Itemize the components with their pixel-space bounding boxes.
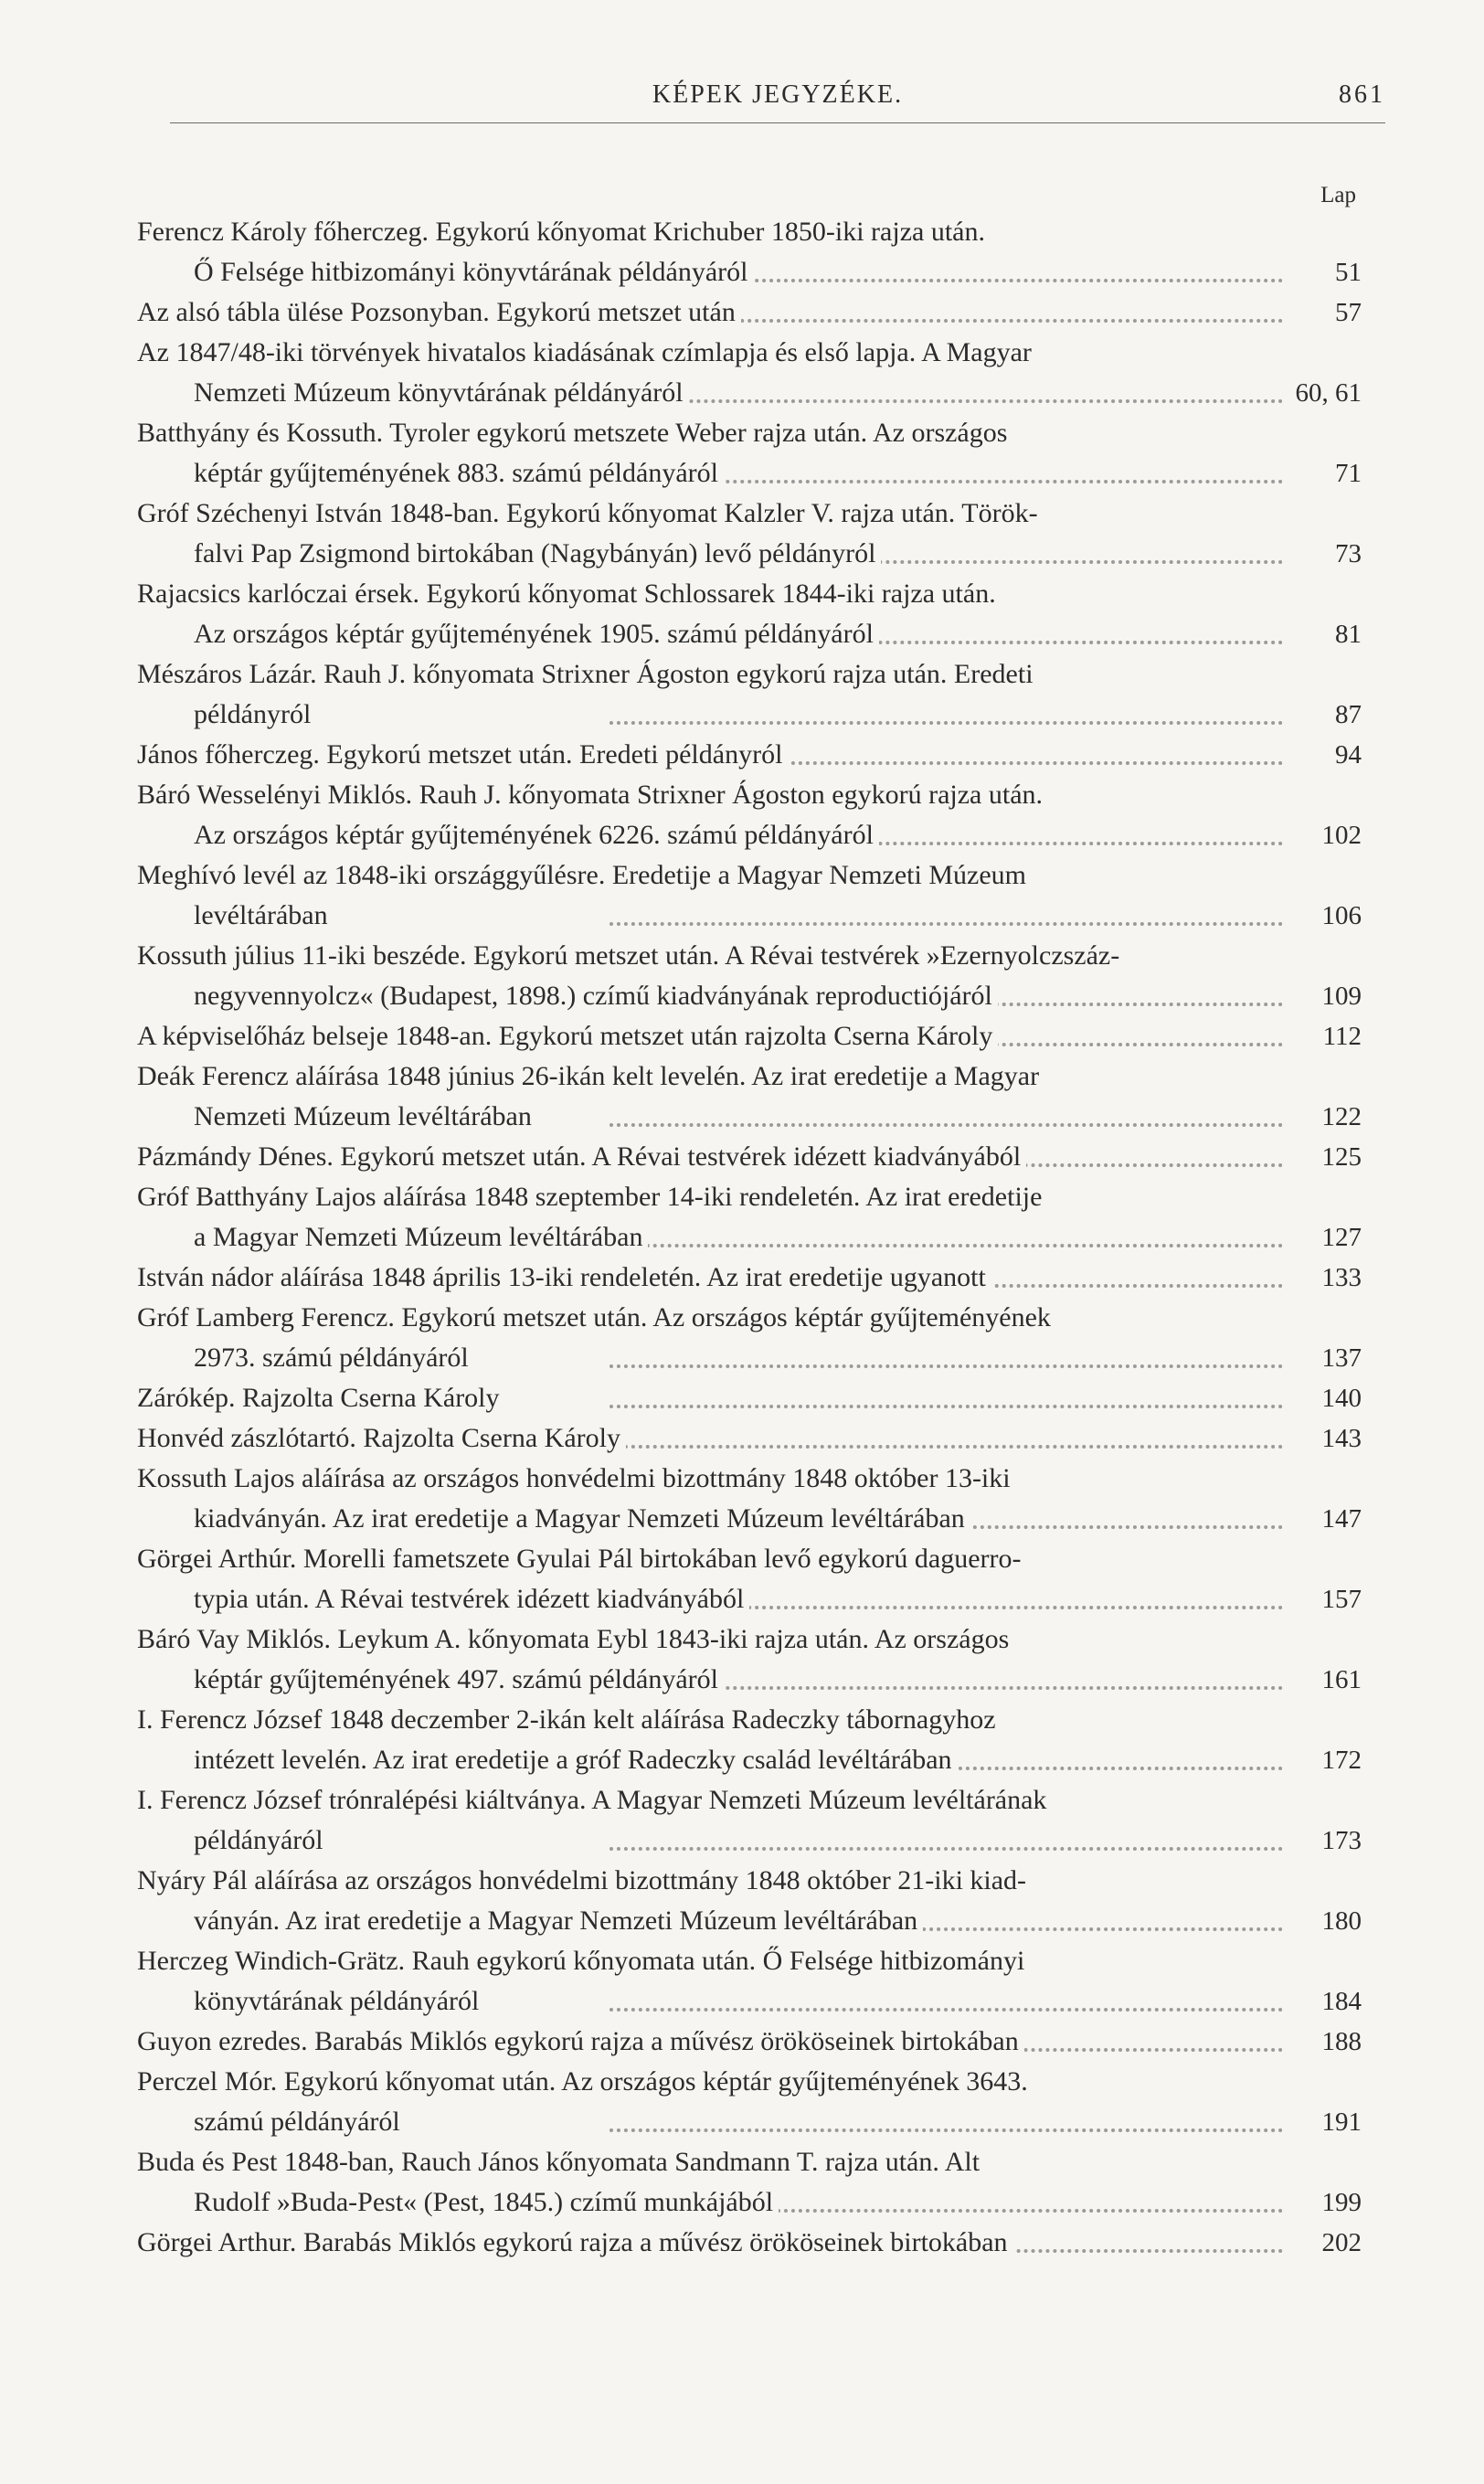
entry-text: I. Ferencz József 1848 deczember 2-ikán kelt aláírása Radeczky tábornagyhoz	[137, 1704, 1002, 1735]
entry-text: Báró Wesselényi Miklós. Rauh J. kőnyomata Strixner Ágoston egykorú rajza után.	[137, 780, 1048, 810]
header-title: KÉPEK JEGYZÉKE.	[652, 80, 904, 109]
entry-text: I. Ferencz József trónralépési kiáltványa. A Magyar Nemzeti Múzeum levéltárának	[137, 1785, 1052, 1815]
dot-leader	[610, 1364, 1283, 1368]
page-column-label: Lap	[1320, 183, 1356, 207]
entry-text: Buda és Pest 1848-ban, Rauch János kőnyomata Sandmann T. rajza után. Alt	[137, 2147, 985, 2177]
entry-text: Deák Ferencz aláírása 1848 június 26-ikán kelt levelén. Az irat eredetije a Magyar	[137, 1061, 1044, 1091]
entry-text: Nemzeti Múzeum könyvtárának példányáról	[194, 377, 689, 408]
header-page-number: 861	[1339, 80, 1385, 109]
entry-line	[137, 775, 1362, 815]
entry-page-number: 102	[1321, 821, 1362, 850]
entry-page-number: 51	[1335, 258, 1362, 287]
list-item	[137, 333, 1362, 413]
dot-leader	[610, 1445, 1283, 1449]
entry-line	[137, 1941, 1362, 1981]
entry-page-number: 87	[1335, 700, 1362, 729]
entry-text: számú példányáról	[194, 2107, 406, 2137]
entry-line	[137, 453, 1362, 494]
entry-text: Guyon ezredes. Barabás Miklós egykorú rajza a művész örököseinek birtokában	[137, 2026, 1024, 2056]
entry-line	[137, 1579, 1362, 1619]
entry-page-number: 147	[1321, 1504, 1362, 1534]
entry-text: Nyáry Pál aláírása az országos honvédelmi bizottmány 1848 október 21-iki kiad-	[137, 1865, 1032, 1895]
entry-line	[137, 1499, 1362, 1539]
entry-line	[137, 1097, 1362, 1137]
list-item	[137, 494, 1362, 574]
entry-line	[137, 2062, 1362, 2102]
entry-text: Az országos képtár gyűjteményének 6226. számú példányáról	[194, 820, 879, 850]
list-item	[137, 2022, 1362, 2062]
list-item	[137, 2062, 1362, 2142]
entry-text: könyvtárának példányáról	[194, 1986, 484, 2016]
list-item	[137, 1539, 1362, 1619]
entry-text: negyvennyolcz« (Budapest, 1898.) czímű kiadványának reproductiójáról	[194, 981, 998, 1011]
entry-page-number: 161	[1321, 1665, 1362, 1694]
entry-line	[137, 1217, 1362, 1258]
entry-text: Báró Vay Miklós. Leykum A. kőnyomata Eybl 1843-iki rajza után. Az országos	[137, 1624, 1014, 1654]
entry-line	[137, 2022, 1362, 2062]
entry-text: Rudolf »Buda-Pest« (Pest, 1845.) czímű munkájából	[194, 2187, 779, 2217]
dot-leader	[610, 1244, 1283, 1247]
list-item	[137, 574, 1362, 654]
list-item	[137, 1056, 1362, 1137]
entry-text: Zárókép. Rajzolta Cserna Károly	[137, 1383, 505, 1413]
entry-line	[137, 2102, 1362, 2142]
entry-line	[137, 855, 1362, 896]
entry-line	[137, 1821, 1362, 1861]
entry-line	[137, 292, 1362, 333]
entry-text: intézett levelén. Az irat eredetije a gróf Radeczky család levéltárában	[194, 1745, 958, 1775]
entry-line	[137, 1901, 1362, 1941]
entry-text: Perczel Mór. Egykorú kőnyomat után. Az országos képtár gyűjteményének 3643.	[137, 2066, 1034, 2097]
entry-page-number: 202	[1321, 2228, 1362, 2257]
entry-text: István nádor aláírása 1848 április 13-iki rendeletén. Az irat eredetije ugyanott	[137, 1262, 991, 1292]
entry-line	[137, 1137, 1362, 1177]
running-header	[170, 80, 1385, 117]
entry-line	[137, 695, 1362, 735]
list-item	[137, 1459, 1362, 1539]
entry-page-number: 106	[1321, 901, 1362, 930]
entry-page-number: 188	[1321, 2027, 1362, 2056]
entry-text: Nemzeti Múzeum levéltárában	[194, 1101, 537, 1131]
list-item	[137, 1780, 1362, 1861]
entry-line	[137, 614, 1362, 654]
entry-line	[137, 1016, 1362, 1056]
entry-text: Honvéd zászlótartó. Rajzolta Cserna Károly	[137, 1423, 626, 1453]
entry-line	[137, 252, 1362, 292]
entry-text: Mészáros Lázár. Rauh J. kőnyomata Strixner Ágoston egykorú rajza után. Eredeti	[137, 659, 1039, 689]
entry-page-number: 122	[1321, 1102, 1362, 1131]
dot-leader	[610, 2128, 1283, 2132]
entry-text: Rajacsics karlóczai érsek. Egykorú kőnyomat Schlossarek 1844-iki rajza után.	[137, 579, 1002, 609]
entry-line	[137, 815, 1362, 855]
entry-line	[137, 494, 1362, 534]
list-item	[137, 1177, 1362, 1258]
entry-text: a Magyar Nemzeti Múzeum levéltárában	[194, 1222, 648, 1252]
entry-line	[137, 1056, 1362, 1097]
list-item	[137, 1016, 1362, 1056]
dot-leader	[610, 1123, 1283, 1127]
list-item	[137, 775, 1362, 855]
entry-text: 2973. számú példányáról	[194, 1343, 474, 1373]
entry-text: typia után. A Révai testvérek idézett kiadványából	[194, 1584, 749, 1614]
entry-text: A képviselőház belseje 1848-an. Egykorú metszet után rajzolta Cserna Károly	[137, 1021, 998, 1051]
entries-list	[137, 212, 1362, 2263]
entry-text: Gróf Batthyány Lajos aláírása 1848 szeptember 14-iki rendeletén. Az irat eredetije	[137, 1182, 1047, 1212]
entry-page-number: 133	[1321, 1263, 1362, 1292]
entry-page-number: 199	[1321, 2188, 1362, 2217]
entry-line	[137, 1740, 1362, 1780]
entry-page-number: 71	[1335, 459, 1362, 488]
entry-line	[137, 373, 1362, 413]
entry-page-number: 94	[1335, 740, 1362, 770]
list-item	[137, 1941, 1362, 2022]
entry-page-number: 140	[1321, 1384, 1362, 1413]
entry-page-number: 127	[1321, 1223, 1362, 1252]
entry-line	[137, 212, 1362, 252]
list-item	[137, 654, 1362, 735]
list-item	[137, 212, 1362, 292]
entry-line	[137, 896, 1362, 936]
entry-text: falvi Pap Zsigmond birtokában (Nagybányán) levő példányról	[194, 538, 881, 568]
entry-text: Gróf Széchenyi István 1848-ban. Egykorú kőnyomat Kalzler V. rajza után. Török-	[137, 498, 1044, 528]
entry-text: Batthyány és Kossuth. Tyroler egykorú metszete Weber rajza után. Az országos	[137, 418, 1012, 448]
entry-line	[137, 1660, 1362, 1700]
list-item	[137, 2223, 1362, 2263]
dot-leader	[610, 399, 1283, 403]
entry-text: Az alsó tábla ülése Pozsonyban. Egykorú metszet után	[137, 297, 741, 327]
entry-page-number: 172	[1321, 1746, 1362, 1775]
entry-page-number: 143	[1321, 1424, 1362, 1453]
entry-page-number: 173	[1321, 1826, 1362, 1855]
entry-text: Meghívó levél az 1848-iki országgyűlésre. Eredetije a Magyar Nemzeti Múzeum	[137, 860, 1032, 890]
dot-leader	[610, 1847, 1283, 1851]
entry-text: Kossuth Lajos aláírása az országos honvédelmi bizottmány 1848 október 13-iki	[137, 1463, 1016, 1493]
entry-line	[137, 936, 1362, 976]
list-item	[137, 413, 1362, 494]
header-rule	[170, 122, 1385, 123]
entry-text: Kossuth július 11-iki beszéde. Egykorú metszet után. A Révai testvérek »Ezernyolczszáz-	[137, 940, 1125, 971]
entry-text: János főherczeg. Egykorú metszet után. Eredeti példányról	[137, 739, 788, 770]
entry-page-number: 112	[1322, 1022, 1362, 1051]
entry-page-number: 184	[1321, 1987, 1362, 2016]
entry-line	[137, 976, 1362, 1016]
entry-page-number: 73	[1335, 539, 1362, 568]
entry-line	[137, 333, 1362, 373]
entry-line	[137, 1338, 1362, 1378]
dot-leader	[610, 922, 1283, 926]
entry-text: ványán. Az irat eredetije a Magyar Nemzeti Múzeum levéltárában	[194, 1905, 923, 1936]
list-item	[137, 292, 1362, 333]
entry-page-number: 191	[1321, 2107, 1362, 2137]
entry-page-number: 60, 61	[1295, 378, 1362, 408]
entry-line	[137, 1298, 1362, 1338]
list-item	[137, 1418, 1362, 1459]
entry-text: képtár gyűjteményének 497. számú példányáról	[194, 1664, 724, 1694]
entry-line	[137, 654, 1362, 695]
list-item	[137, 1137, 1362, 1177]
entry-text: Ő Felsége hitbizományi könyvtárának példányáról	[194, 257, 754, 287]
entry-page-number: 57	[1335, 298, 1362, 327]
entry-page-number: 125	[1321, 1142, 1362, 1172]
entry-line	[137, 2223, 1362, 2263]
entry-text: példányról	[194, 699, 316, 729]
entry-line	[137, 1981, 1362, 2022]
entry-page-number: 109	[1321, 982, 1362, 1011]
entry-line	[137, 1619, 1362, 1660]
entry-line	[137, 2182, 1362, 2223]
entry-line	[137, 574, 1362, 614]
entry-line	[137, 413, 1362, 453]
entry-text: Pázmándy Dénes. Egykorú metszet után. A Révai testvérek idézett kiadványából	[137, 1141, 1026, 1172]
list-item	[137, 1298, 1362, 1378]
entry-text: Herczeg Windich-Grätz. Rauh egykorú kőnyomata után. Ő Felsége hitbizományi	[137, 1946, 1030, 1976]
entry-line	[137, 1780, 1362, 1821]
entry-text: Az országos képtár gyűjteményének 1905. számú példányáról	[194, 619, 879, 649]
entry-text: képtár gyűjteményének 883. számú példányáról	[194, 458, 724, 488]
entry-line	[137, 1861, 1362, 1901]
entry-line	[137, 1459, 1362, 1499]
dot-leader	[610, 721, 1283, 725]
entry-line	[137, 1177, 1362, 1217]
entry-text: Gróf Lamberg Ferencz. Egykorú metszet után. Az országos képtár gyűjteményének	[137, 1302, 1056, 1332]
list-item	[137, 1619, 1362, 1700]
entry-line	[137, 1539, 1362, 1579]
entry-text: Ferencz Károly főherczeg. Egykorú kőnyomat Krichuber 1850-iki rajza után.	[137, 217, 991, 247]
entry-line	[137, 2142, 1362, 2182]
dot-leader	[610, 1405, 1283, 1408]
entry-page-number: 180	[1321, 1906, 1362, 1936]
entry-line	[137, 1378, 1362, 1418]
entry-line	[137, 534, 1362, 574]
entry-line	[137, 735, 1362, 775]
dot-leader	[610, 2008, 1283, 2012]
list-item	[137, 936, 1362, 1016]
entry-page-number: 81	[1335, 620, 1362, 649]
entry-text: levéltárában	[194, 900, 334, 930]
entry-line	[137, 1700, 1362, 1740]
entry-page-number: 157	[1321, 1585, 1362, 1614]
entry-text: Az 1847/48-iki törvények hivatalos kiadásának czímlapja és első lapja. A Magyar	[137, 337, 1037, 367]
entry-text: példányáról	[194, 1825, 329, 1855]
entry-page-number: 137	[1321, 1343, 1362, 1373]
list-item	[137, 2142, 1362, 2223]
list-item	[137, 1378, 1362, 1418]
entry-text: Görgei Arthúr. Morelli fametszete Gyulai Pál birtokában levő egykorú daguerro-	[137, 1544, 1027, 1574]
list-item	[137, 1861, 1362, 1941]
entry-text: kiadványán. Az irat eredetije a Magyar Nemzeti Múzeum levéltárában	[194, 1503, 970, 1534]
list-item	[137, 1700, 1362, 1780]
list-item	[137, 1258, 1362, 1298]
list-item	[137, 735, 1362, 775]
entry-line	[137, 1418, 1362, 1459]
entry-line	[137, 1258, 1362, 1298]
list-item	[137, 855, 1362, 936]
entry-text: Görgei Arthur. Barabás Miklós egykorú rajza a művész örököseinek birtokában	[137, 2227, 1013, 2257]
